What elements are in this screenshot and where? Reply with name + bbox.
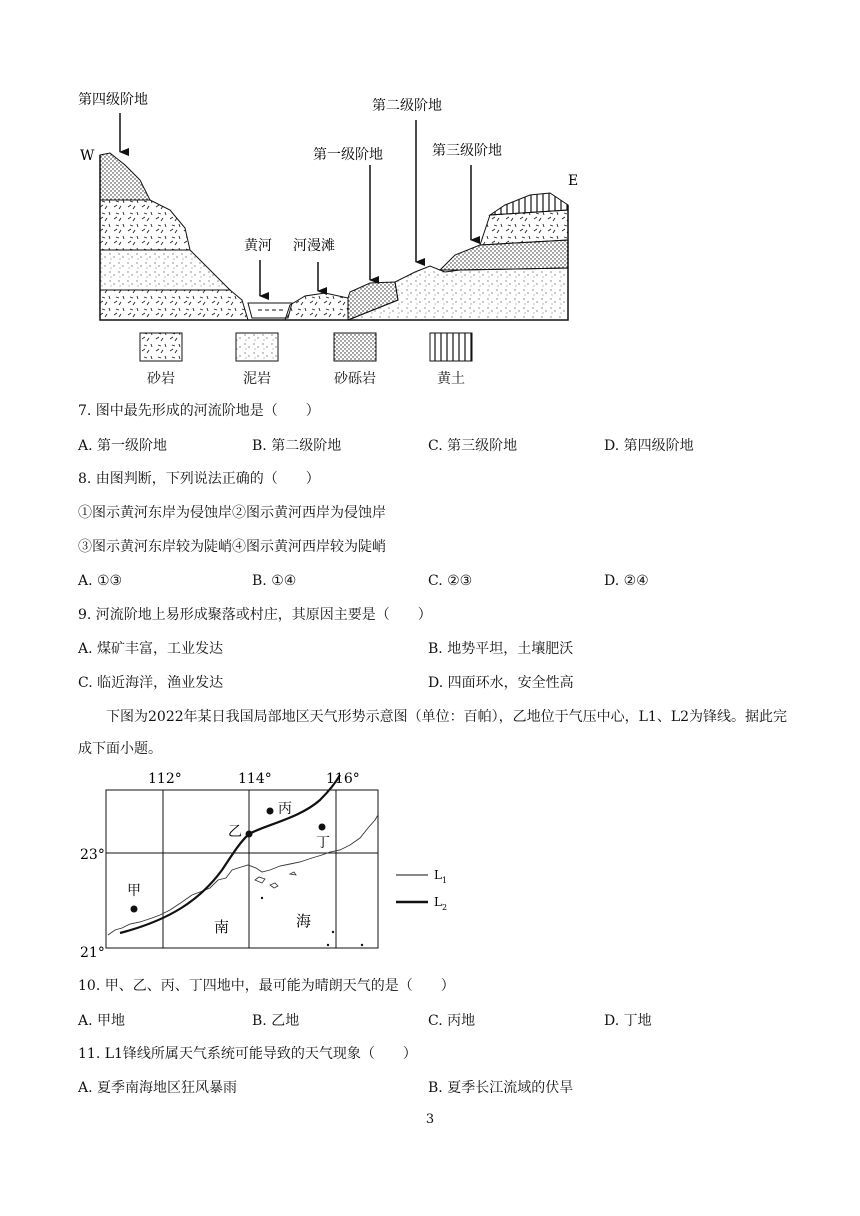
place-jia: 甲 [127,883,141,899]
page-number: 3 [425,1112,435,1127]
floodplain-deposit [285,293,348,320]
weather-map [0,760,860,970]
q10-option-c[interactable]: C. 丙地 [428,1013,476,1029]
point-yi [246,831,253,838]
question-8-stem: 8. 由图判断，下列说法正确的（ ） [78,471,320,487]
lon-112-label: 112° [148,771,182,787]
third-terrace-deposit [440,240,568,270]
q11-option-a[interactable]: A. 夏季南海地区狂风暴雨 [78,1080,238,1096]
legend-loess-label: 黄土 [437,371,465,387]
label-floodplain: 河漫滩 [293,238,335,254]
lat-23-label: 23° [80,847,105,863]
label-first-terrace: 第一级阶地 [313,147,383,163]
q7-option-a[interactable]: A. 第一级阶地 [78,438,168,454]
legend-l1-label: $L_1$ [434,868,448,885]
legend-conglom-swatch [334,333,376,361]
river-water [248,303,292,318]
sea-label-hai: 海 [296,912,312,930]
legend-mudstone-swatch [236,333,278,361]
question-11-stem: 11. L1锋线所属天气系统可能导致的天气现象（ ） [78,1046,417,1062]
legend-sandstone-swatch [140,333,182,361]
q8-option-c[interactable]: C. ②③ [428,573,473,589]
label-west: W [80,148,95,164]
q7-option-b[interactable]: B. 第二级阶地 [252,438,342,454]
sea-label-nan: 南 [214,918,230,936]
west-mudstone [100,250,230,290]
lon-114-label: 114° [238,771,272,787]
question-10-stem: 10. 甲、乙、丙、丁四地中，最可能为晴朗天气的是（ ） [78,978,455,994]
legend-l2-label: $L_2$ [434,895,448,912]
legend-sandstone-label: 砂岩 [147,371,175,387]
label-yellow-river: 黄河 [244,238,272,254]
label-fourth-terrace: 第四级阶地 [78,92,148,108]
q8-option-a[interactable]: A. ①③ [78,573,123,589]
label-second-terrace: 第二级阶地 [372,98,442,114]
lon-116-label: 116° [326,771,360,787]
west-sandstone-2 [100,200,190,250]
label-east: E [568,173,579,189]
q9-option-d[interactable]: D. 四面环水，安全性高 [428,675,574,691]
q7-option-c[interactable]: C. 第三级阶地 [428,438,518,454]
lat-21-label: 21° [80,945,105,961]
q9-option-c[interactable]: C. 临近海洋，渔业发达 [78,675,224,691]
q10-option-a[interactable]: A. 甲地 [78,1013,126,1029]
label-third-terrace: 第三级阶地 [432,143,502,159]
west-sandstone-base [100,290,248,320]
question-9-stem: 9. 河流阶地上易形成聚落或村庄，其原因主要是（ ） [78,607,432,623]
place-yi: 乙 [228,824,242,840]
place-ding: 丁 [316,835,330,851]
point-jia [131,906,138,913]
q10-option-b[interactable]: B. 乙地 [252,1013,300,1029]
legend-loess-swatch [430,333,472,361]
place-bing: 丙 [278,801,292,817]
q10-option-d[interactable]: D. 丁地 [604,1013,652,1029]
point-bing [267,808,274,815]
q7-option-d[interactable]: D. 第四级阶地 [604,438,694,454]
legend-conglom-label: 砂砾岩 [334,371,376,387]
q8-statement-2: ③图示黄河东岸较为陡峭④图示黄河西岸较为陡峭 [78,539,386,555]
q9-option-a[interactable]: A. 煤矿丰富，工业发达 [78,641,224,657]
point-ding [319,824,326,831]
intro-paragraph: 下图为2022年某日我国局部地区天气形势示意图（单位：百帕），乙地位于气压中心，L1、L2为锋线。据此完成下面小题。 [78,709,788,757]
west-sandstone-top [100,153,150,200]
q8-statement-1: ①图示黄河东岸为侵蚀岸②图示黄河西岸为侵蚀岸 [78,505,386,521]
question-7-stem: 7. 图中最先形成的河流阶地是（ ） [78,403,320,419]
q8-option-d[interactable]: D. ②④ [604,573,649,589]
legend-mudstone-label: 泥岩 [243,371,271,387]
terrace-cross-section [0,80,860,390]
q9-option-b[interactable]: B. 地势平坦，土壤肥沃 [428,641,574,657]
q11-option-b[interactable]: B. 夏季长江流域的伏旱 [428,1080,574,1096]
q8-option-b[interactable]: B. ①④ [252,573,297,589]
